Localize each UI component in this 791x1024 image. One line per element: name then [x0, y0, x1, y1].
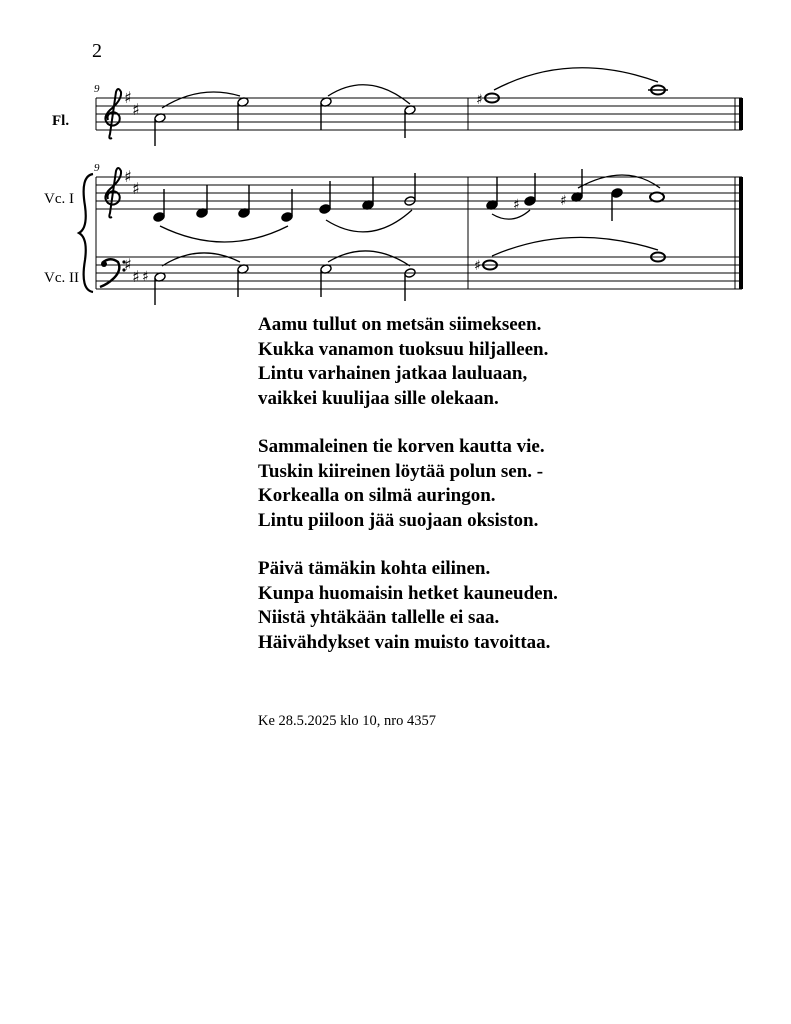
treble-clef-icon [105, 168, 121, 218]
note [154, 113, 166, 146]
page-number: 2 [92, 40, 102, 62]
poem [258, 313, 558, 679]
stanza-3 [258, 557, 558, 655]
note [238, 185, 250, 218]
flute-label: Fl. [52, 113, 70, 129]
vc2-notes [142, 253, 665, 306]
poem-line: Niistä yhtäkään tallelle ei saa. [258, 607, 500, 628]
note [362, 177, 374, 210]
stanza-1 [258, 313, 558, 411]
poem-line: Aamu tullut on metsän siimekseen. [258, 314, 542, 335]
note [237, 264, 249, 297]
svg-text:♯: ♯ [132, 100, 140, 119]
svg-text:♯: ♯ [124, 255, 132, 274]
note [237, 97, 249, 130]
music-score [0, 0, 791, 310]
vc2-staff [96, 257, 742, 289]
poem-line: Tuskin kiireinen löytää polun sen. - [258, 460, 544, 482]
poem-line: Korkealla on silmä auringon. [258, 485, 496, 506]
poem-line: Kunpa huomaisin hetket kauneuden. [258, 582, 558, 604]
note [196, 185, 208, 218]
sharp-accidental: ♯ [476, 92, 483, 108]
whole-note [650, 193, 664, 202]
poem-line: Häivähdykset vain muisto tavoittaa. [258, 631, 551, 653]
note [486, 177, 498, 210]
treble-clef-icon [105, 89, 121, 139]
poem-line: Kukka vanamon tuoksuu hiljalleen. [258, 338, 549, 360]
measure-number-cello: 9 [94, 162, 100, 174]
sharp-accidental: ♯ [142, 269, 149, 285]
note [320, 264, 332, 297]
flute-staff [96, 98, 742, 130]
note [404, 105, 416, 138]
vc1-staff [96, 177, 742, 209]
cello-final-barline [735, 177, 743, 289]
vc2-label: Vc. II [44, 270, 79, 286]
flute-notes [154, 86, 668, 147]
svg-text:♯: ♯ [124, 167, 132, 186]
note [281, 189, 293, 222]
date-footer: Ke 28.5.2025 klo 10, nro 4357 [258, 713, 437, 729]
sharp-accidental: ♯ [474, 258, 481, 274]
note [611, 188, 623, 221]
poem-line: Päivä tämäkin kohta eilinen. [258, 558, 491, 579]
note [154, 272, 166, 305]
note [319, 181, 331, 214]
stanza-2 [258, 435, 558, 533]
note [153, 189, 165, 222]
poem-line: Lintu varhainen jatkaa lauluaan, [258, 363, 528, 384]
note [524, 173, 536, 206]
cello-brace [79, 174, 93, 292]
svg-text:♯: ♯ [124, 88, 132, 107]
svg-text:♯: ♯ [132, 267, 140, 286]
whole-note [648, 86, 668, 95]
poem-line: vaikkei kuulijaa sille olekaan. [258, 387, 499, 409]
poem-line: Sammaleinen tie korven kautta vie. [258, 436, 545, 457]
measure-number-flute: 9 [94, 83, 100, 95]
sharp-accidental: ♯ [560, 193, 567, 209]
sharp-accidental: ♯ [513, 197, 520, 213]
vc1-label: Vc. I [44, 191, 74, 207]
svg-text:♯: ♯ [132, 179, 140, 198]
flute-slurs [162, 68, 658, 108]
poem-line: Lintu piiloon jää suojaan oksiston. [258, 509, 539, 531]
note [320, 97, 332, 130]
